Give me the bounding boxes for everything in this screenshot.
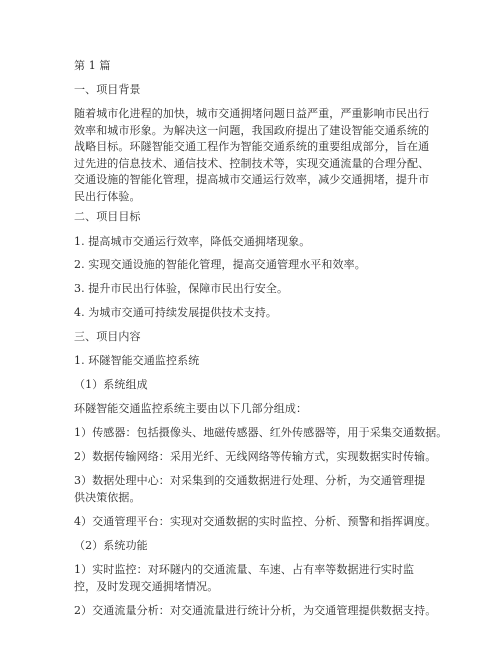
function-item-2: 2）交通流量分析：对交通流量进行统计分析，为交通管理提供数据支持。 (74, 604, 437, 617)
function-item-1: 1）实时监控：对环隧内的交通流量、车速、占有率等数据进行实时监控，及时发现交通拥堵情况。 (74, 563, 415, 593)
part-heading-functions: （2）系统功能 (74, 539, 148, 552)
section-heading-content: 三、项目内容 (74, 330, 141, 343)
goal-item-2: 2. 实现交通设施的智能化管理，提高交通管理水平和效率。 (74, 258, 366, 271)
page-label: 第 1 篇 (74, 59, 111, 72)
composition-intro: 环隧智能交通监控系统主要由以下几部分组成： (74, 402, 308, 415)
composition-item-1: 1）传感器：包括摄像头、地磁传感器、红外传感器等，用于采集交通数据。 (74, 426, 448, 439)
composition-item-4: 4）交通管理平台：实现对交通数据的实时监控、分析、预警和指挥调度。 (74, 515, 437, 528)
composition-item-3: 3）数据处理中心：对采集到的交通数据进行处理、分析，为交通管理提供决策依据。 (74, 474, 426, 504)
goal-item-3: 3. 提升市民出行体验，保障市民出行安全。 (74, 282, 289, 295)
goal-item-4: 4. 为城市交通可持续发展提供技术支持。 (74, 306, 277, 319)
subsection-heading-monitoring: 1. 环隧智能交通监控系统 (74, 354, 200, 367)
section-heading-goals: 二、项目目标 (74, 210, 141, 223)
background-paragraph: 随着城市化进程的加快，城市交通拥堵问题日益严重，严重影响市民出行效率和城市形象。为解决这一问题，我国政府提出了建设智能交通系统的战略目标。环隧智能交通工程作为智能交通系统的重要组成部分，旨在通过先进的信息技术、通信技术、控制技术等，实现交通流量的合理分配、交通设施的智能化管理，提高城市交通运行效率，减少交通拥堵，提升市民出行体验。 (74, 107, 430, 203)
part-heading-composition: （1）系统组成 (74, 378, 148, 391)
goal-item-1: 1. 提高城市交通运行效率，降低交通拥堵现象。 (74, 235, 311, 248)
composition-item-2: 2）数据传输网络：采用光纤、无线网络等传输方式，实现数据实时传输。 (74, 450, 437, 463)
section-heading-background: 一、项目背景 (74, 83, 141, 96)
